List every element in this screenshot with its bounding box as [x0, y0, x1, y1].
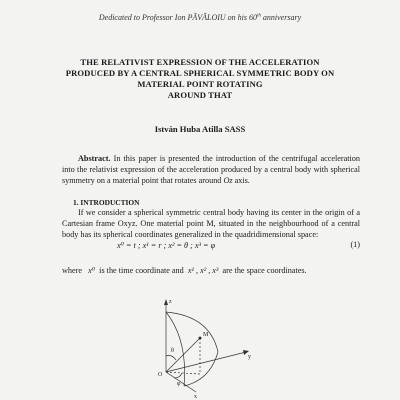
phi-arc: [174, 373, 182, 378]
y-axis: [166, 352, 246, 372]
abstract-text: In this paper is presented the introduction of the centrifugal acceleration into the relativist expression of the acceleration produced by a central body with spherical symmetry on a material point that rotates around: [62, 154, 360, 186]
y-label: y: [248, 354, 251, 360]
z-arrow: [164, 299, 168, 305]
o-label: O: [158, 372, 163, 378]
abstract-paragraph: [62, 153, 360, 187]
equator-arc: [184, 352, 218, 386]
where-var0: x⁰: [88, 266, 96, 275]
author-name: István Huba Atilla SASS: [154, 124, 246, 134]
point-m-dot: [199, 337, 202, 340]
abstract-axis: Oz: [223, 176, 233, 186]
coordinate-figure: [148, 290, 268, 400]
equation-row: [62, 240, 360, 252]
dedication-line: [0, 13, 400, 22]
title-line: MATERIAL POINT ROTATING: [137, 79, 263, 89]
where-vars: x¹ , x² , x³: [187, 266, 219, 275]
radius-line: [166, 338, 200, 372]
where-middle: is the time coordinate and: [99, 266, 184, 275]
abstract-label: Abstract.: [78, 154, 111, 163]
phi-label: φ: [177, 381, 181, 387]
where-prefix: where: [62, 266, 83, 275]
equation-number: (1): [350, 240, 360, 249]
title-line: THE RELATIVIST EXPRESSION OF THE ACCELERATION: [80, 57, 320, 67]
meridian-arc: [166, 312, 185, 386]
projection-line: [166, 372, 200, 374]
dedication-superscript: th: [257, 13, 261, 19]
abstract-end: axis.: [232, 176, 250, 186]
title-line: AROUND THAT: [167, 90, 233, 100]
where-line: [62, 265, 360, 275]
z-label: z: [169, 299, 172, 305]
section-heading: 1. INTRODUCTION: [73, 198, 140, 207]
dedication-text: Dedicated to Professor Ion PĂVĂLOIU on his 60: [98, 13, 258, 22]
theta-label: θ: [171, 348, 174, 354]
x-label: x: [194, 394, 197, 400]
equation-1: x⁰ = t ; x¹ = r ; x² = θ ; x³ = φ: [117, 241, 216, 250]
theta-arc: [166, 356, 176, 361]
paper-title: [50, 57, 350, 101]
m-label: M: [203, 332, 209, 338]
title-line: PRODUCED BY A CENTRAL SPHERICAL SYMMETRIC BODY ON: [65, 68, 335, 78]
dedication-suffix: anniversary: [260, 13, 302, 22]
where-suffix: are the space coordinates.: [222, 266, 307, 275]
intro-paragraph: If we consider a spherical symmetric central body having its center in the origin of a Cartesian frame Oxyz. One material point M, situated in the neighbourhood of a central body has its spherical coordinates generalized in the quadridimensional space:: [62, 208, 360, 240]
